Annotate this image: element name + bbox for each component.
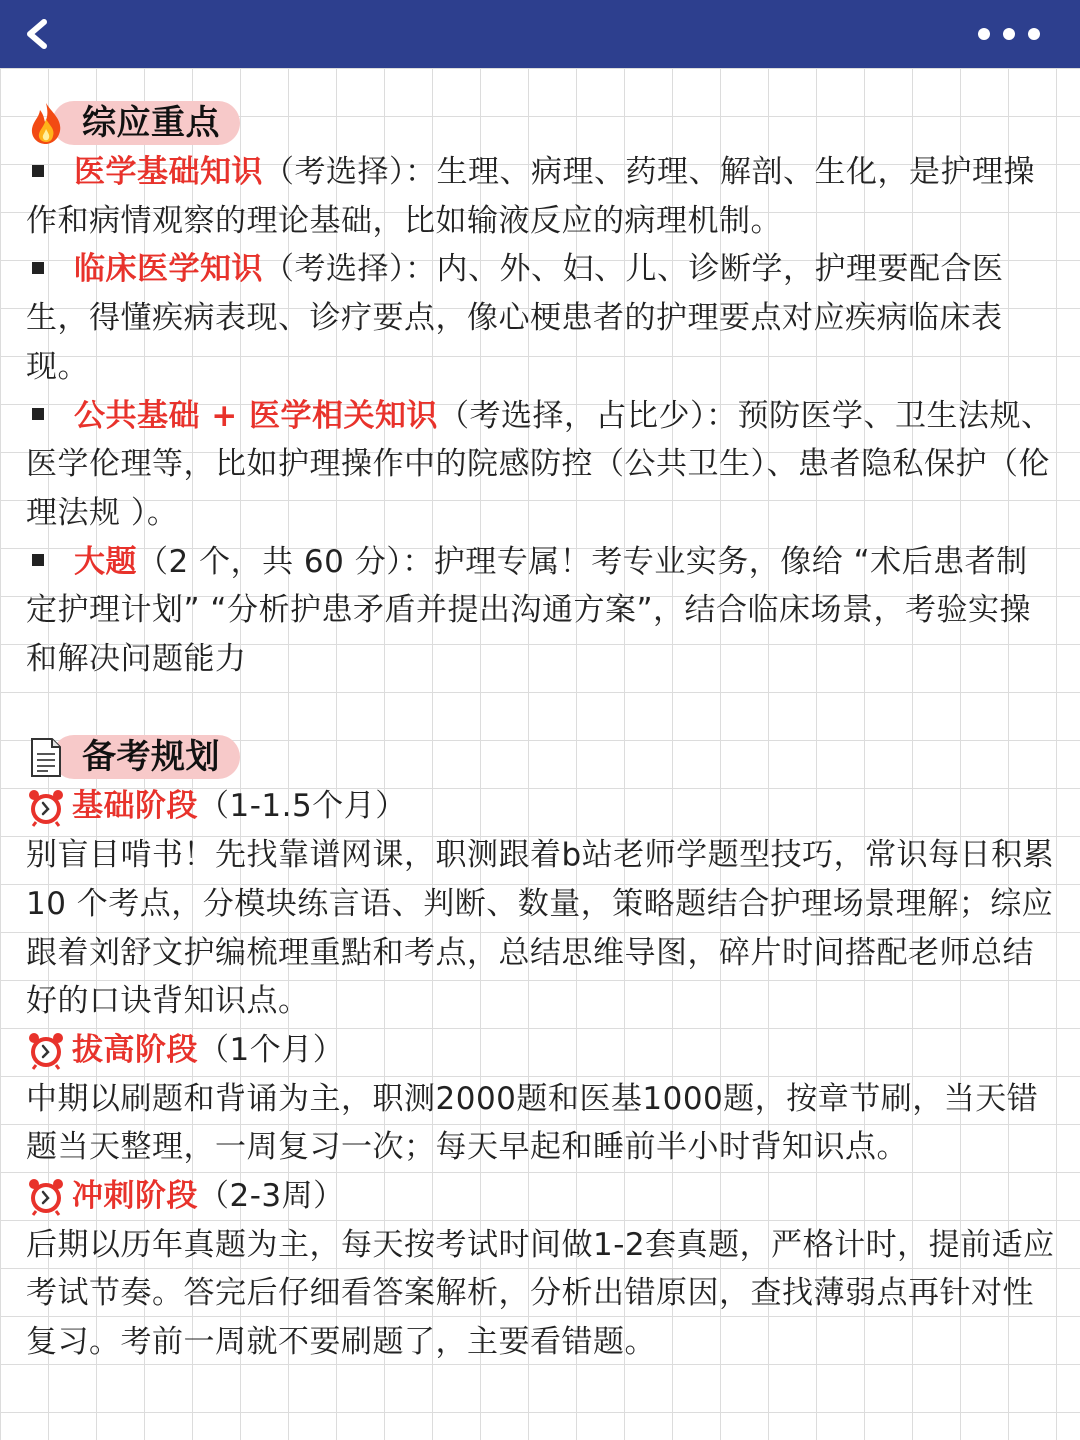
item-title: 大题 — [74, 543, 137, 580]
item-text: （考选择，占比少）：预防医学、卫生法规、医学伦理等，比如护理操作中的院感防控（公共卫生）、患者隐私保护（伦理法规 ）。 — [26, 397, 1053, 531]
stage-heading — [26, 1026, 1056, 1075]
bullet-square-icon — [32, 408, 44, 420]
stage-title: 拔高阶段 — [72, 1031, 198, 1068]
bullet-square-icon — [32, 165, 44, 177]
list-item — [26, 245, 1056, 391]
stage-heading — [26, 1172, 1056, 1221]
note-content — [26, 98, 1056, 1367]
list-item — [26, 538, 1056, 684]
item-title: 临床医学知识 — [74, 251, 263, 288]
stage-title: 基础阶段 — [72, 788, 198, 825]
stage-duration: （2-3周） — [198, 1178, 345, 1215]
section-title: 备考规划 — [52, 735, 240, 779]
alarm-clock-icon — [26, 787, 66, 827]
stage-text: 后期以历年真题为主，每天按考试时间做1-2套真题，严格计时，提前适应考试节奏。答完后仔细看答案解析，分析出错原因，查找薄弱点再针对性复习。考前一周就不要刷题了，主要看错题。 — [26, 1226, 1055, 1361]
alarm-clock-icon — [26, 1030, 66, 1070]
item-title: 医学基础知识 — [74, 154, 263, 190]
item-text: （2 个，共 60 分）：护理专属！考专业实务，像给 “术后患者制定护理计划” “分析护患矛盾并提出沟通方案”，结合临床场景，考验实操和解决问题能力 — [26, 543, 1032, 678]
list-item — [26, 392, 1056, 538]
item-text: （考选择）：内、外、妇、儿、诊断学，护理要配合医生，得懂疾病表现、诊疗要点，像心梗患者的护理要点对应疾病临床表现。 — [26, 251, 1004, 385]
document-icon — [26, 735, 66, 779]
alarm-clock-icon — [26, 1176, 66, 1216]
list-item — [26, 148, 1056, 245]
spacer — [26, 684, 1056, 733]
section-title: 综应重点 — [52, 101, 240, 145]
back-button[interactable] — [20, 14, 60, 54]
item-text: （考选择）：生理、病理、药理、解剖、生化，是护理操作和病情观察的理论基础，比如输液反应的病理机制。 — [26, 154, 1035, 239]
bullet-square-icon — [32, 554, 44, 566]
item-title: 公共基础 + 医学相关知识 — [74, 397, 439, 434]
top-nav-bar — [0, 0, 1080, 68]
bullet-square-icon — [32, 262, 44, 274]
chevron-left-icon — [20, 14, 60, 54]
more-options-button[interactable] — [974, 14, 1044, 54]
stage-duration: （1个月） — [198, 1031, 345, 1068]
fire-icon — [26, 101, 66, 145]
stage-duration: （1-1.5个月） — [198, 788, 407, 825]
stage-title: 冲刺阶段 — [72, 1178, 198, 1215]
more-dots-icon — [974, 14, 1044, 54]
section-heading-study-plan — [26, 732, 1056, 782]
section-heading-key-points — [26, 98, 1056, 148]
stage-heading — [26, 782, 1056, 831]
stage-text: 别盲目啃书！先找靠谱网课，职测跟着b站老师学题型技巧，常识每日积累 10 个考点，分模块练言语、判断、数量，策略题结合护理场景理解；综应跟着刘舒文护编梳理重點和考点，总结思维导图，碎片时间搭配老师总结好的口诀背知识点。 — [26, 837, 1055, 1020]
stage-text: 中期以刷题和背诵为主，职测2000题和医基1000题，按章节刷，当天错题当天整理，一周复习一次；每天早起和睡前半小时背知识点。 — [26, 1080, 1039, 1166]
